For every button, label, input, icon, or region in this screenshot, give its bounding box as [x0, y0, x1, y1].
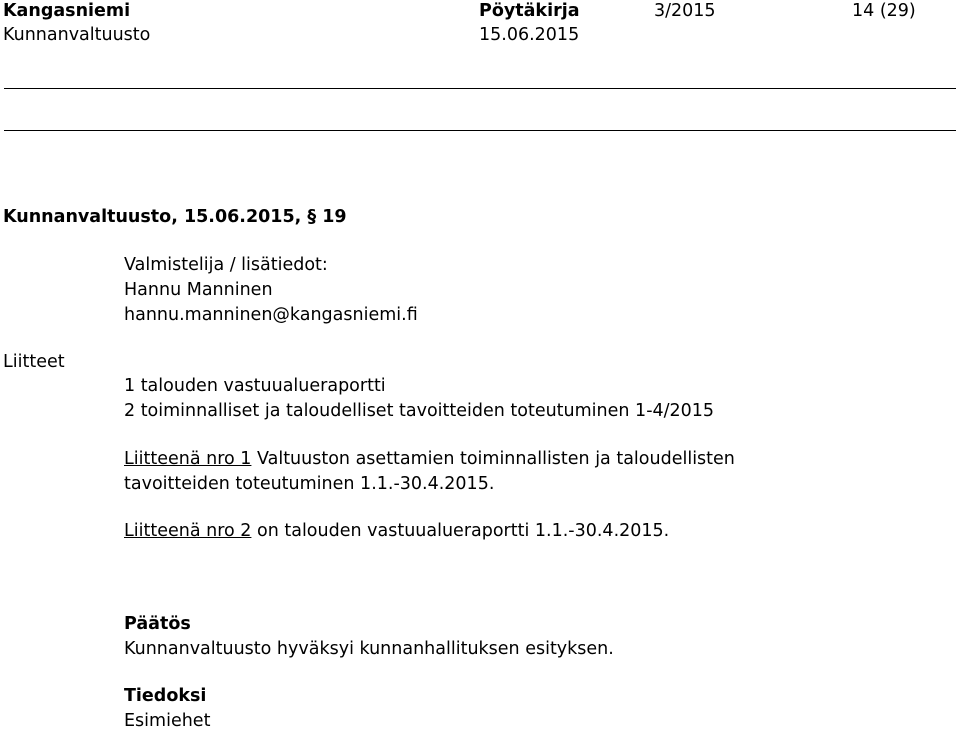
attachment-item-1: 1 talouden vastuualueraportti	[124, 376, 386, 396]
meeting-date: 15.06.2015	[479, 25, 580, 45]
document-type: Pöytäkirja	[479, 1, 580, 21]
attachments-label: Liitteet	[3, 352, 65, 372]
attachment-2-link[interactable]: Liitteenä nro 2	[124, 521, 252, 541]
decision-text: Kunnanvaltuusto hyväksyi kunnanhallituksen esityksen.	[124, 639, 614, 659]
document-issue: 3/2015	[654, 1, 716, 21]
header-divider-2	[4, 130, 956, 131]
header-divider-1	[4, 88, 956, 89]
body-name: Kunnanvaltuusto	[3, 25, 151, 45]
preparer-name: Hannu Manninen	[124, 280, 273, 300]
attachment-1-link[interactable]: Liitteenä nro 1	[124, 449, 252, 469]
decision-heading: Päätös	[124, 614, 191, 634]
paragraph-1-text: Valtuuston asettamien toiminnallisten ja taloudellisten	[257, 449, 735, 469]
paragraph-2	[124, 523, 669, 541]
preparer-email: hannu.manninen@kangasniemi.fi	[124, 305, 418, 325]
attachment-item-2: 2 toiminnalliset ja taloudelliset tavoitteiden toteutuminen 1-4/2015	[124, 401, 715, 421]
preparer-label: Valmistelija / lisätiedot:	[124, 255, 328, 275]
section-title: Kunnanvaltuusto, 15.06.2015, § 19	[3, 207, 347, 227]
paragraph-1-line-1	[124, 451, 735, 469]
info-heading: Tiedoksi	[124, 686, 207, 706]
paragraph-1-line-2: tavoitteiden toteutuminen 1.1.-30.4.2015.	[124, 474, 495, 494]
info-text: Esimiehet	[124, 711, 211, 731]
paragraph-2-text: on talouden vastuualueraportti 1.1.-30.4.2015.	[257, 521, 670, 541]
page-number: 14 (29)	[852, 1, 916, 21]
municipality-name: Kangasniemi	[3, 1, 131, 21]
